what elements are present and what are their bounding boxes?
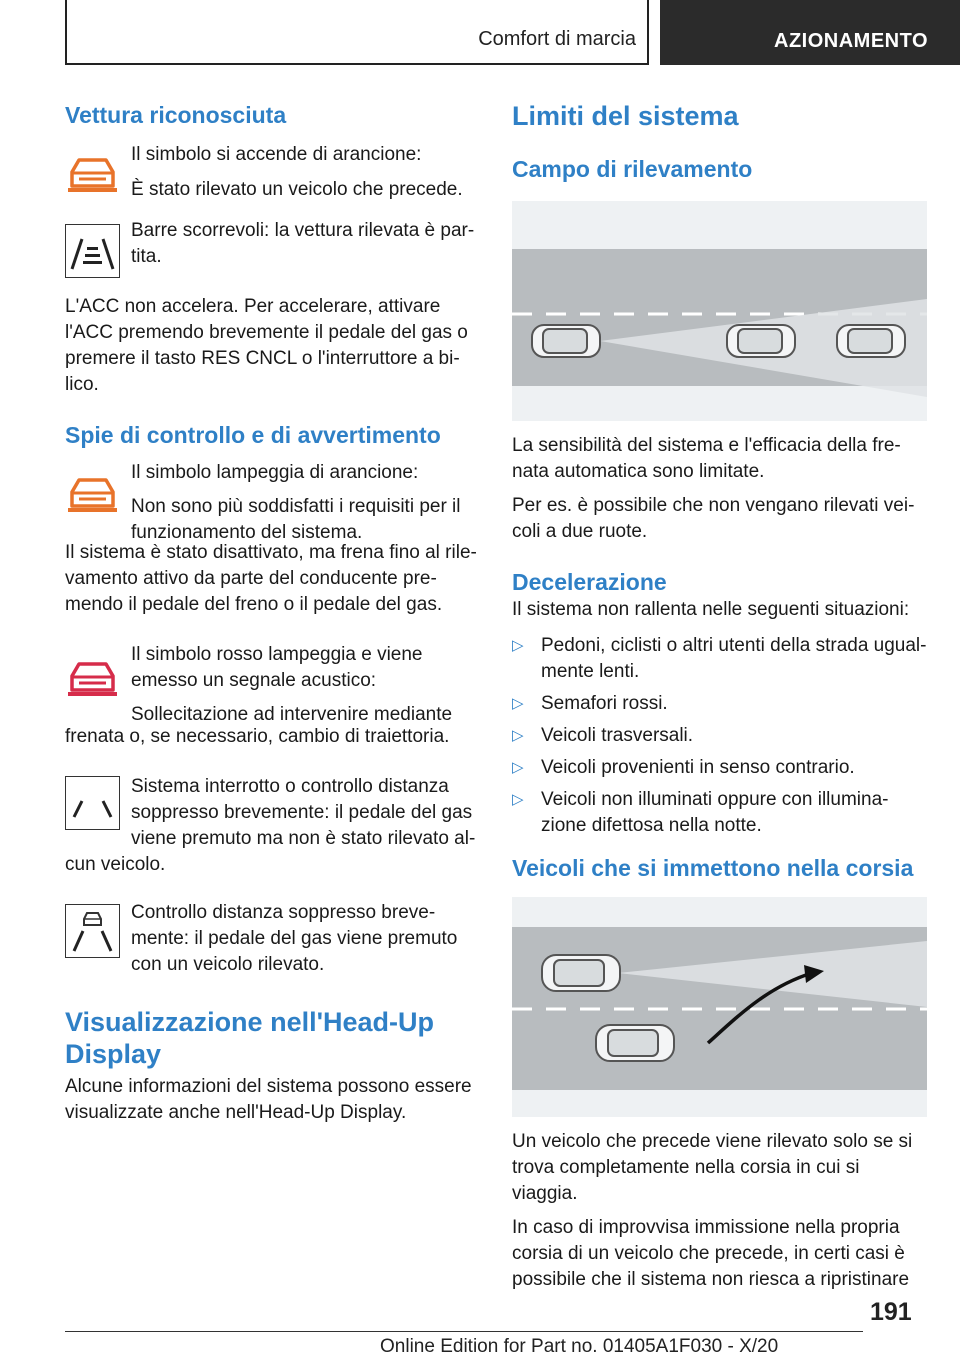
edition-label: Online Edition for Part no. 01405A1F030 - X/20 [380,1336,779,1357]
list-item-text: Veicoli trasversali. [541,725,694,746]
text-line: cun veicolo. [65,854,166,875]
entry-distance-suppressed [65,900,480,978]
entry-text-line: emesso un segnale acustico: [131,670,377,691]
heading-detection-range: Campo di rilevamento [512,156,753,182]
entry-orange-car-flashing [65,460,480,543]
paragraph-sudden-merge [512,1215,927,1293]
header-chapter-tab [660,0,960,65]
text-line: Alcune informazioni del sistema possono essere [65,1076,472,1097]
text-line: nata automatica sono limitate. [512,461,765,482]
list-item [512,691,927,717]
entry-sliding-bars [65,218,480,276]
entry-text-line: Non sono più soddisfatti i requisiti per il [131,496,461,517]
text-line: frenata o, se necessario, cambio di traiettoria. [65,726,450,747]
text-line: premere il tasto RES CNCL o l'interruttore a bi- [65,348,460,369]
merging-vehicle-illustration [512,897,927,1117]
entry-text-line: mente: il pedale del gas viene premuto [131,928,458,949]
triangle-bullet-icon: ▷ [512,695,524,712]
list-item-text: Semafori rossi. [541,693,668,714]
text-line: corsia di un veicolo che precede, in certi casi è [512,1243,905,1264]
entry-text-line: Barre scorrevoli: la vettura rilevata è par- [131,220,475,241]
bullet-list-no-decel [512,633,927,839]
paragraph-hud [65,1074,480,1126]
text-line: In caso di improvvisa immissione nella propria [512,1217,900,1238]
header-section-title: Comfort di marcia [478,28,636,50]
entry-text-line: Il simbolo lampeggia di arancione: [131,462,419,483]
entry-system-interrupted [65,774,480,852]
list-item [512,723,927,749]
text-line: lico. [65,374,99,395]
list-item-text: mente lenti. [541,661,640,682]
list-item [512,633,927,685]
heading-system-limits: Limiti del sistema [512,101,739,131]
list-item-text: Veicoli non illuminati oppure con illumina- [541,789,889,810]
text-line: La sensibilità del sistema e l'efficacia della fre- [512,435,901,456]
sliding-bars-icon [65,224,120,278]
heading-deceleration: Decelerazione [512,569,667,595]
paragraph-sensitivity [512,433,927,485]
text-line: Un veicolo che precede viene rilevato solo se si [512,1131,913,1152]
text-line: coli a due ruote. [512,521,648,542]
text-line: visualizzate anche nell'Head-Up Display. [65,1102,407,1123]
right-column [512,100,927,1293]
entry-text-line: Il simbolo rosso lampeggia e viene [131,644,423,665]
footer-divider [65,1331,863,1332]
list-item [512,755,927,781]
left-column [65,100,480,1126]
list-item-text: Pedoni, ciclisti o altri utenti della strada ugual- [541,635,927,656]
paragraph-acc-no-accel [65,294,480,398]
heading-head-up-display [65,1006,480,1070]
heading-line: Display [65,1039,162,1069]
text-line: trova completamente nella corsia in cui si viaggia. [512,1157,860,1204]
text-line: Per es. è possibile che non vengano rilevati vei- [512,495,915,516]
red-car-icon [65,650,120,704]
entry-text-line: Sistema interrotto o controllo distanza [131,776,449,797]
orange-car-icon [65,466,120,520]
text-line: l'ACC premendo brevemente il pedale del gas o [65,322,468,343]
list-item-text: zione difettosa nella notte. [541,815,762,836]
heading-merging-vehicles: Veicoli che si immettono nella corsia [512,855,914,881]
orange-car-icon [65,146,120,200]
entry-text-line: funzionamento del sistema. [131,522,363,543]
text-line: Il sistema non rallenta nelle seguenti situazioni: [512,599,910,620]
detection-range-illustration [512,201,927,421]
triangle-bullet-icon: ▷ [512,791,524,808]
text-line: mendo il pedale del freno o il pedale del gas. [65,594,443,615]
heading-line: Visualizzazione nell'Head-Up [65,1007,435,1037]
entry-text-line: viene premuto ma non è stato rilevato al- [131,828,476,849]
list-item-text: Veicoli provenienti in senso contrario. [541,757,855,778]
triangle-bullet-icon: ▷ [512,759,524,776]
chapter-label: AZIONAMENTO [774,30,929,52]
text-line: Il sistema è stato disattivato, ma frena fino al rile- [65,542,477,563]
entry-text-line: tita. [131,246,162,267]
entry-text-line: Sollecitazione ad intervenire mediante [131,704,453,725]
entry-orange-car [65,142,480,198]
triangle-bullet-icon: ▷ [512,637,524,654]
page-number: 191 [870,1298,912,1326]
text-line: vamento attivo da parte del conducente pre- [65,568,437,589]
triangle-bullet-icon: ▷ [512,727,524,744]
heading-warning-lights: Spie di controllo e di avvertimento [65,422,441,448]
entry-text-line: È stato rilevato un veicolo che precede. [131,179,463,200]
lane-car-icon [65,904,120,958]
paragraph-fully-in-lane [512,1129,927,1207]
paragraph-system-deactivated [65,540,480,618]
lane-lines-icon [65,776,120,830]
entry-text-line: Controllo distanza soppresso breve- [131,902,436,923]
text-line: possibile che il sistema non riesca a ripristinare [512,1269,910,1290]
entry-text-line: Il simbolo si accende di arancione: [131,144,422,165]
heading-vehicle-recognized: Vettura riconosciuta [65,102,287,128]
text-line: L'ACC non accelera. Per accelerare, attivare [65,296,441,317]
entry-red-car [65,642,480,726]
car-graphic [532,325,600,357]
entry-text-line: con un veicolo rilevato. [131,954,325,975]
paragraph-two-wheelers [512,493,927,545]
list-item [512,787,927,839]
entry-text-line: soppresso brevemente: il pedale del gas [131,802,473,823]
